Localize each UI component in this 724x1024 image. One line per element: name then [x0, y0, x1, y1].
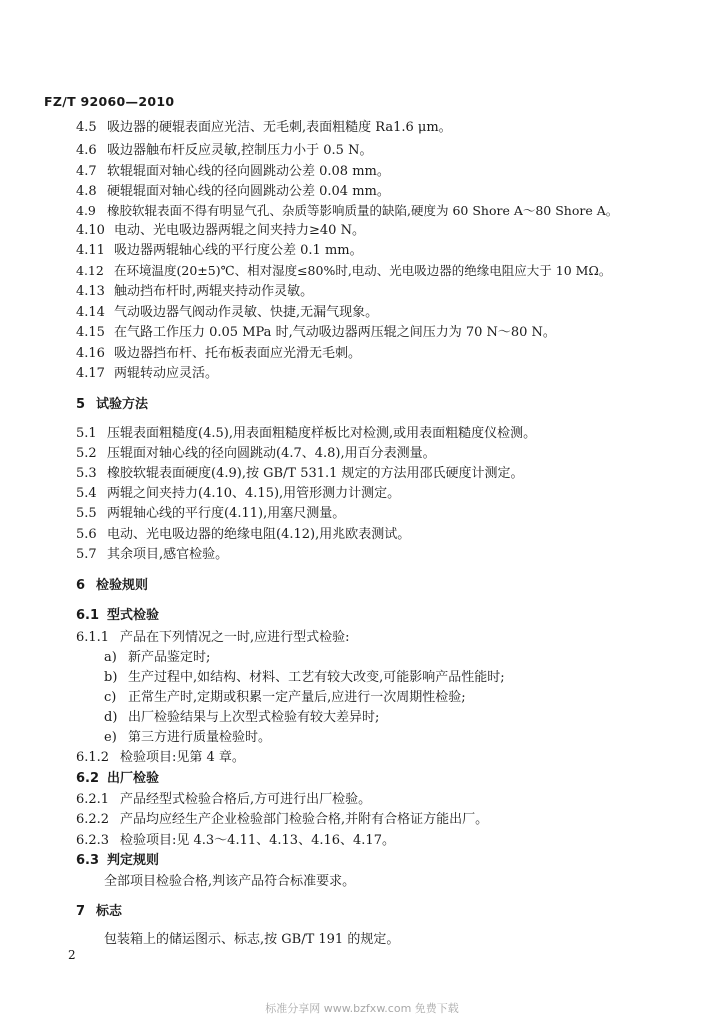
- section-heading-6: [76, 578, 148, 594]
- clause-number: 4.15: [76, 325, 105, 340]
- clause-text: 吸边器两辊轴心线的平行度公差 0.1 mm。: [114, 243, 363, 258]
- clause-text: 压辊面对轴心线的径向圆跳动(4.7、4.8),用百分表测量。: [107, 446, 436, 461]
- section-number: 6.1: [76, 608, 100, 623]
- clause-5-2: [76, 446, 436, 462]
- clause-6-2-1: [76, 792, 371, 808]
- clause-4-10: [76, 223, 365, 239]
- clause-text: 产品在下列情况之一时,应进行型式检验:: [120, 630, 350, 645]
- clause-4-6: [76, 143, 372, 159]
- clause-5-3: [76, 466, 524, 482]
- list-marker: e): [104, 730, 117, 745]
- clause-text: 气动吸边器气阀动作灵敏、快捷,无漏气现象。: [114, 305, 379, 320]
- clause-number: 6.1.1: [76, 630, 110, 645]
- section-title: 判定规则: [107, 853, 160, 868]
- clause-number: 6.2.1: [76, 792, 110, 807]
- section-number: 6: [76, 578, 86, 593]
- clause-4-8: [76, 184, 390, 200]
- section-title: 检验规则: [96, 578, 149, 593]
- subsection-heading-6-2: [76, 771, 159, 787]
- clause-number: 6.1.2: [76, 750, 110, 765]
- clause-5-7: [76, 547, 228, 563]
- clause-4-9: [76, 203, 618, 219]
- list-item-b: [104, 670, 505, 686]
- clause-4-7: [76, 164, 390, 180]
- clause-number: 5.6: [76, 527, 97, 542]
- section-heading-7: [76, 904, 122, 920]
- clause-number: 4.14: [76, 305, 105, 320]
- clause-4-12: [76, 263, 611, 279]
- list-text: 出厂检验结果与上次型式检验有较大差异时;: [128, 710, 380, 725]
- clause-text: 产品均应经生产企业检验部门检验合格,并附有合格证方能出厂。: [120, 812, 489, 827]
- clause-5-5: [76, 506, 345, 522]
- clause-text: 橡胶软辊表面不得有明显气孔、杂质等影响质量的缺陷,硬度为 60 Shore A～80 Shore A。: [107, 203, 619, 218]
- clause-number: 4.6: [76, 143, 97, 158]
- clause-text: 橡胶软辊表面硬度(4.9),按 GB/T 531.1 规定的方法用邵氏硬度计测定。: [107, 466, 524, 481]
- clause-text: 吸边器触布杆反应灵敏,控制压力小于 0.5 N。: [107, 143, 373, 158]
- list-item-d: [104, 710, 379, 726]
- list-text: 第三方进行质量检验时。: [128, 730, 272, 745]
- paragraph-judgement: [104, 874, 355, 890]
- clause-text: 两辊之间夹持力(4.10、4.15),用管形测力计测定。: [107, 486, 401, 501]
- clause-number: 5.5: [76, 506, 97, 521]
- clause-number: 4.7: [76, 164, 97, 179]
- clause-text: 两辊轴心线的平行度(4.11),用塞尺测量。: [107, 506, 346, 521]
- clause-4-16: [76, 346, 361, 362]
- section-number: 7: [76, 904, 86, 919]
- paragraph-marking: [104, 932, 399, 948]
- clause-6-1-2: [76, 750, 245, 766]
- subsection-heading-6-1: [76, 608, 159, 624]
- list-marker: c): [104, 690, 117, 705]
- clause-4-13: [76, 284, 313, 300]
- clause-text: 硬辊辊面对轴心线的径向圆跳动公差 0.04 mm。: [107, 184, 390, 199]
- clause-text: 吸边器挡布杆、托布板表面应光滑无毛刺。: [114, 346, 362, 361]
- clause-text: 软辊辊面对轴心线的径向圆跳动公差 0.08 mm。: [107, 164, 390, 179]
- clause-number: 4.11: [76, 243, 105, 258]
- clause-number: 5.1: [76, 426, 97, 441]
- list-item-e: [104, 730, 271, 746]
- watermark-text: 标准分享网 www.bzfxw.com 免费下载: [265, 1002, 459, 1015]
- standard-code: FZ/T 92060—2010: [44, 94, 175, 109]
- clause-text: 检验项目:见 4.3～4.11、4.13、4.16、4.17。: [120, 833, 395, 848]
- clause-number: 4.8: [76, 184, 97, 199]
- clause-number: 4.10: [76, 223, 105, 238]
- subsection-heading-6-3: [76, 853, 159, 869]
- paragraph-text: 包装箱上的储运图示、标志,按 GB/T 191 的规定。: [104, 932, 400, 947]
- clause-4-17: [76, 366, 218, 382]
- list-marker: d): [104, 710, 118, 725]
- section-title: 标志: [96, 904, 123, 919]
- clause-text: 吸边器的硬辊表面应光洁、无毛刺,表面粗糙度 Ra1.6 μm。: [107, 120, 452, 135]
- section-title: 型式检验: [107, 608, 160, 623]
- list-text: 生产过程中,如结构、材料、工艺有较大改变,可能影响产品性能时;: [128, 670, 505, 685]
- clause-text: 其余项目,感官检验。: [107, 547, 229, 562]
- clause-4-5: [76, 120, 452, 136]
- page-number: 2: [68, 948, 76, 962]
- clause-number: 6.2.3: [76, 833, 110, 848]
- clause-number: 4.13: [76, 284, 105, 299]
- clause-number: 4.12: [76, 263, 104, 278]
- clause-text: 在气路工作压力 0.05 MPa 时,气动吸边器两压辊之间压力为 70 N～80 N。: [114, 325, 556, 340]
- clause-number: 4.9: [76, 203, 96, 218]
- clause-5-6: [76, 527, 410, 543]
- clause-6-2-2: [76, 812, 488, 828]
- list-text: 正常生产时,定期或积累一定产量后,应进行一次周期性检验;: [128, 690, 466, 705]
- clause-5-1: [76, 426, 536, 442]
- list-marker: b): [104, 670, 118, 685]
- clause-number: 5.7: [76, 547, 97, 562]
- list-marker: a): [104, 650, 117, 665]
- clause-4-15: [76, 325, 556, 341]
- clause-number: 5.3: [76, 466, 97, 481]
- clause-4-14: [76, 305, 378, 321]
- clause-4-11: [76, 243, 363, 259]
- clause-text: 检验项目:见第 4 章。: [120, 750, 245, 765]
- section-heading-5: [76, 397, 148, 413]
- clause-text: 在环境温度(20±5)℃、相对湿度≤80%时,电动、光电吸边器的绝缘电阻应大于 10 MΩ。: [114, 263, 612, 278]
- section-title: 试验方法: [96, 397, 149, 412]
- list-item-a: [104, 650, 210, 666]
- clause-6-2-3: [76, 833, 395, 849]
- clause-number: 4.17: [76, 366, 105, 381]
- clause-text: 电动、光电吸边器两辊之间夹持力≥40 N。: [114, 223, 365, 238]
- clause-number: 4.5: [76, 120, 97, 135]
- paragraph-text: 全部项目检验合格,判该产品符合标准要求。: [104, 874, 356, 889]
- section-number: 6.3: [76, 853, 100, 868]
- section-number: 5: [76, 397, 86, 412]
- clause-number: 5.2: [76, 446, 97, 461]
- clause-text: 两辊转动应灵活。: [114, 366, 219, 381]
- list-text: 新产品鉴定时;: [128, 650, 211, 665]
- clause-text: 电动、光电吸边器的绝缘电阻(4.12),用兆欧表测试。: [107, 527, 411, 542]
- list-item-c: [104, 690, 466, 706]
- section-title: 出厂检验: [107, 771, 160, 786]
- clause-5-4: [76, 486, 400, 502]
- clause-6-1-1: [76, 630, 350, 646]
- clause-text: 产品经型式检验合格后,方可进行出厂检验。: [120, 792, 372, 807]
- clause-number: 6.2.2: [76, 812, 110, 827]
- clause-number: 4.16: [76, 346, 105, 361]
- clause-number: 5.4: [76, 486, 97, 501]
- section-number: 6.2: [76, 771, 100, 786]
- clause-text: 触动挡布杆时,两辊夹持动作灵敏。: [114, 284, 314, 299]
- clause-text: 压辊表面粗糙度(4.5),用表面粗糙度样板比对检测,或用表面粗糙度仪检测。: [107, 426, 537, 441]
